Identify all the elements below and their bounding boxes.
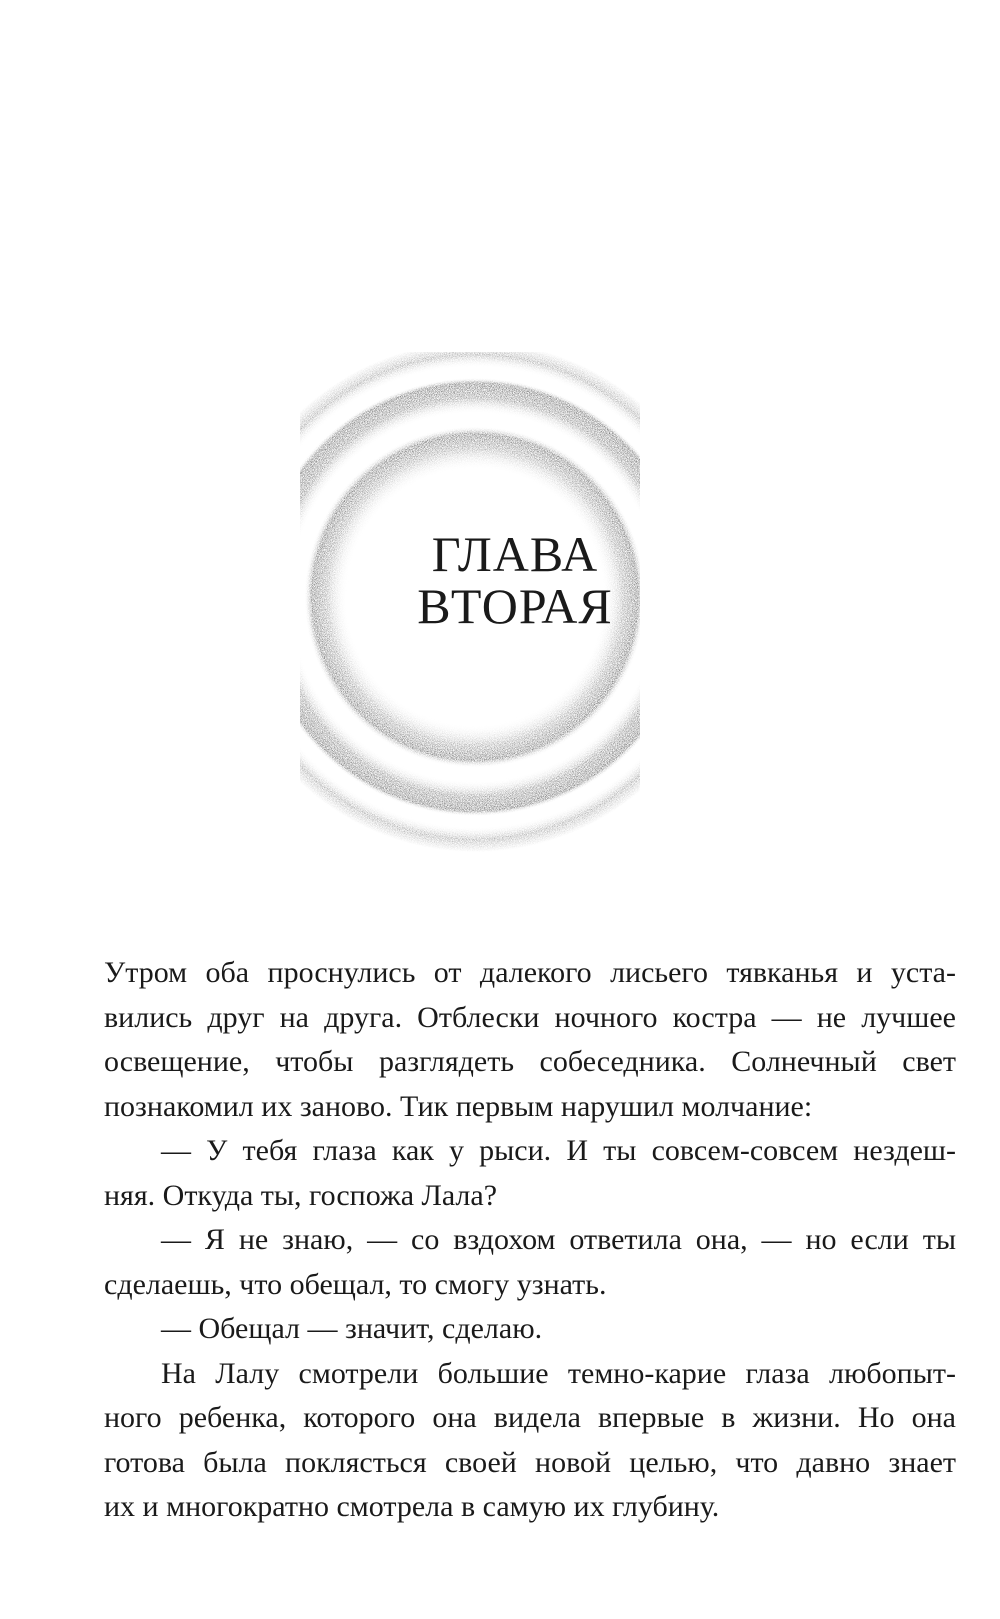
text-line: познакомил их заново. Тик первым нарушил молчание: [104,1089,813,1123]
text-line: — Я не знаю, — со вздохом ответила она, — но если ты [161,1223,956,1256]
text-line: вились друг на друга. Отблески ночного костра — не лучшее [104,1000,956,1034]
text-line: освещение, чтобы разглядеть собеседника. Солнечный свет [104,1045,956,1078]
text-line: няя. Откуда ты, госпожа Лала? [104,1178,498,1212]
text-line: — Обещал — значит, сделаю. [161,1312,543,1345]
text-line: — У тебя глаза как у рыси. И ты совсем-совсем нездеш- [161,1134,956,1167]
text-line: На Лалу смотрели большие темно-карие глаза любопыт- [161,1356,956,1390]
text-line: готова была поклясться своей новой целью, что давно знает [104,1445,956,1479]
chapter-body-text [104,951,956,1530]
text-line: Утром оба проснулись от далекого лисьего тявканья и уста- [104,956,956,989]
chapter-title-line-2: ВТОРАЯ [417,578,613,634]
text-line: ного ребенка, которого она видела впервые в жизни. Но она [104,1401,956,1434]
chapter-title-line-1: ГЛАВА [431,526,599,582]
chapter-title [385,528,645,632]
text-line: их и многократно смотрела в самую их глубину. [104,1490,720,1523]
text-line: сделаешь, что обещал, то смогу узнать. [104,1267,607,1301]
